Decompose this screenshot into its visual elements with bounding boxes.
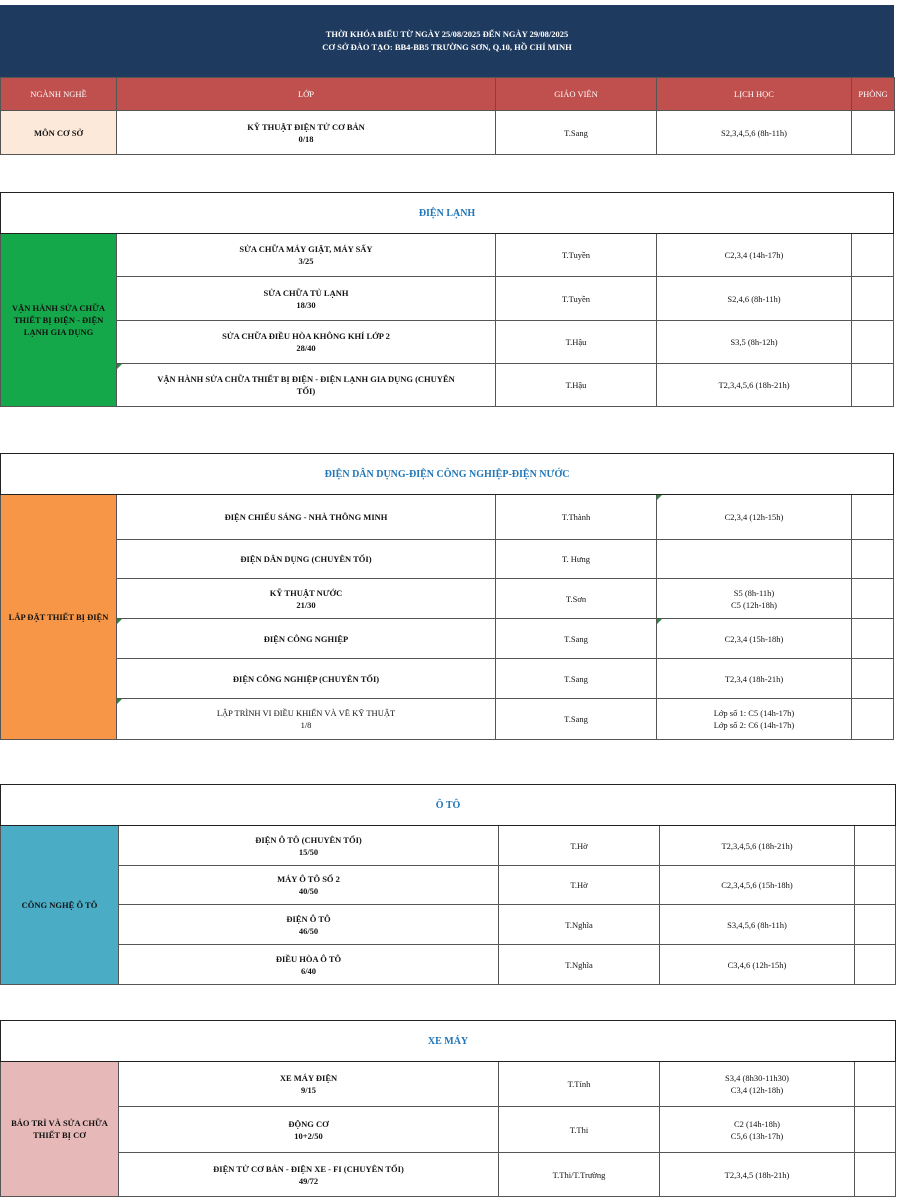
teacher-cell: T.Sang	[496, 699, 657, 740]
schedule-cell: S3,5 (8h-12h)	[657, 321, 852, 364]
teacher-cell: T.Tính	[499, 1062, 660, 1107]
room-cell	[852, 619, 894, 659]
section-title: ĐIỆN LẠNH	[1, 193, 894, 234]
header-title: THỜI KHÓA BIỂU TỪ NGÀY 25/08/2025 ĐẾN NGÀY 29/08/2025	[325, 29, 569, 39]
class-cell: XE MÁY ĐIỆN 9/15	[119, 1062, 499, 1107]
section-label: LẮP ĐẶT THIẾT BỊ ĐIỆN	[1, 495, 117, 740]
room-cell	[852, 321, 894, 364]
schedule-cell: T2,3,4,5,6 (18h-21h)	[660, 826, 855, 866]
teacher-cell: T.Thi	[499, 1107, 660, 1153]
room-cell	[852, 579, 894, 619]
section-label: BẢO TRÌ VÀ SỬA CHỮA THIẾT BỊ CƠ	[1, 1062, 119, 1197]
teacher-cell: T.Tuyền	[496, 234, 657, 277]
class-cell: SỬA CHỮA TỦ LẠNH 18/30	[117, 277, 496, 321]
teacher-cell: T.Thi/T.Trường	[499, 1153, 660, 1197]
section-label: CÔNG NGHỆ Ô TÔ	[1, 826, 119, 985]
teacher-cell: T.Sang	[496, 111, 657, 155]
schedule-cell: S5 (8h-11h) C5 (12h-18h)	[657, 579, 852, 619]
timetable-header	[0, 5, 894, 77]
class-cell: LẬP TRÌNH VI ĐIỀU KHIỂN VÀ VẼ KỸ THUẬT 1/8	[117, 699, 496, 740]
col-lop: LỚP	[117, 78, 496, 111]
column-header-table	[0, 77, 895, 155]
schedule-cell: T2,3,4 (18h-21h)	[657, 659, 852, 699]
section-title: ĐIỆN DÂN DỤNG-ĐIỆN CÔNG NGHIỆP-ĐIỆN NƯỚC	[1, 454, 894, 495]
room-cell	[855, 1153, 896, 1197]
class-cell: ĐIỆN Ô TÔ (CHUYÊN TỐI) 15/50	[119, 826, 499, 866]
schedule-cell: S3,4 (8h30-11h30) C3,4 (12h-18h)	[660, 1062, 855, 1107]
section-xe-may	[0, 1020, 896, 1197]
room-cell	[855, 866, 896, 905]
schedule-cell: C2,3,4 (15h-18h)	[657, 619, 852, 659]
schedule-cell: C3,4,6 (12h-15h)	[660, 945, 855, 985]
schedule-cell: T2,3,4,5,6 (18h-21h)	[657, 364, 852, 407]
class-cell: ĐIỆN DÂN DỤNG (CHUYÊN TỐI)	[117, 540, 496, 579]
schedule-cell: C2,3,4 (14h-17h)	[657, 234, 852, 277]
room-cell	[852, 659, 894, 699]
class-cell: SỬA CHỮA ĐIỀU HÒA KHÔNG KHÍ LỚP 2 28/40	[117, 321, 496, 364]
teacher-cell: T.Hờ	[499, 826, 660, 866]
teacher-cell: T.Sang	[496, 659, 657, 699]
schedule-cell	[657, 540, 852, 579]
section-dien-dan-dung	[0, 453, 894, 740]
room-cell	[852, 364, 894, 407]
room-cell	[852, 277, 894, 321]
section-title: XE MÁY	[1, 1021, 896, 1062]
class-cell: ĐIỀU HÒA Ô TÔ 6/40	[119, 945, 499, 985]
teacher-cell: T.Sang	[496, 619, 657, 659]
teacher-cell: T.Nghĩa	[499, 945, 660, 985]
teacher-cell: T.Hậu	[496, 364, 657, 407]
teacher-cell: T.Thành	[496, 495, 657, 540]
class-cell: ĐIỆN CÔNG NGHIỆP (CHUYÊN TỐI)	[117, 659, 496, 699]
room-cell	[855, 945, 896, 985]
schedule-cell: C2 (14h-18h) C5,6 (13h-17h)	[660, 1107, 855, 1153]
section-title: Ô TÔ	[1, 785, 896, 826]
section-label: VẬN HÀNH SỬA CHỮA THIẾT BỊ ĐIỆN - ĐIỆN LẠNH GIA DỤNG	[1, 234, 117, 407]
schedule-cell: S3,4,5,6 (8h-11h)	[660, 905, 855, 945]
room-cell	[855, 1062, 896, 1107]
class-cell: KỸ THUẬT ĐIỆN TỬ CƠ BẢN 0/18	[117, 111, 496, 155]
col-lich-hoc: LỊCH HỌC	[657, 78, 852, 111]
room-cell	[852, 234, 894, 277]
class-cell: VẬN HÀNH SỬA CHỮA THIẾT BỊ ĐIỆN - ĐIỆN LẠNH GIA DỤNG (CHUYÊN TỐI)	[117, 364, 496, 407]
class-cell: KỸ THUẬT NƯỚC 21/30	[117, 579, 496, 619]
schedule-cell: C2,3,4,5,6 (15h-18h)	[660, 866, 855, 905]
header-campus: CƠ SỞ ĐÀO TẠO: BB4-BB5 TRƯỜNG SƠN, Q.10, HỒ CHÍ MINH	[322, 42, 572, 52]
class-cell: ĐIỆN CÔNG NGHIỆP	[117, 619, 496, 659]
room-cell	[855, 905, 896, 945]
class-cell: ĐIỆN TỬ CƠ BẢN - ĐIỆN XE - FI (CHUYÊN TỐI) 49/72	[119, 1153, 499, 1197]
room-cell	[855, 1107, 896, 1153]
room-cell	[852, 540, 894, 579]
section-o-to	[0, 784, 896, 985]
schedule-cell: T2,3,4,5 (18h-21h)	[660, 1153, 855, 1197]
class-cell: ĐIỆN Ô TÔ 46/50	[119, 905, 499, 945]
class-cell: ĐIỆN CHIẾU SÁNG - NHÀ THÔNG MINH	[117, 495, 496, 540]
class-cell: SỬA CHỮA MÁY GIẶT, MÁY SẤY 3/25	[117, 234, 496, 277]
schedule-cell: C2,3,4 (12h-15h)	[657, 495, 852, 540]
teacher-cell: T.Hờ	[499, 866, 660, 905]
teacher-cell: T.Nghĩa	[499, 905, 660, 945]
room-cell	[852, 111, 895, 155]
teacher-cell: T.Sơn	[496, 579, 657, 619]
room-cell	[852, 699, 894, 740]
section-dien-lanh	[0, 192, 894, 407]
base-label: MÔN CƠ SỞ	[1, 111, 117, 155]
teacher-cell: T.Hậu	[496, 321, 657, 364]
room-cell	[852, 495, 894, 540]
class-cell: MÁY Ô TÔ SỐ 2 40/50	[119, 866, 499, 905]
col-nganh: NGÀNH NGHỀ	[1, 78, 117, 111]
class-cell: ĐỘNG CƠ 10+2/50	[119, 1107, 499, 1153]
schedule-cell: Lớp số 1: C5 (14h-17h) Lớp số 2: C6 (14h-17h)	[657, 699, 852, 740]
teacher-cell: T.Tuyền	[496, 277, 657, 321]
schedule-cell: S2,3,4,5,6 (8h-11h)	[657, 111, 852, 155]
schedule-cell: S2,4,6 (8h-11h)	[657, 277, 852, 321]
col-giao-vien: GIÁO VIÊN	[496, 78, 657, 111]
col-phong: PHÒNG	[852, 78, 895, 111]
teacher-cell: T. Hưng	[496, 540, 657, 579]
room-cell	[855, 826, 896, 866]
